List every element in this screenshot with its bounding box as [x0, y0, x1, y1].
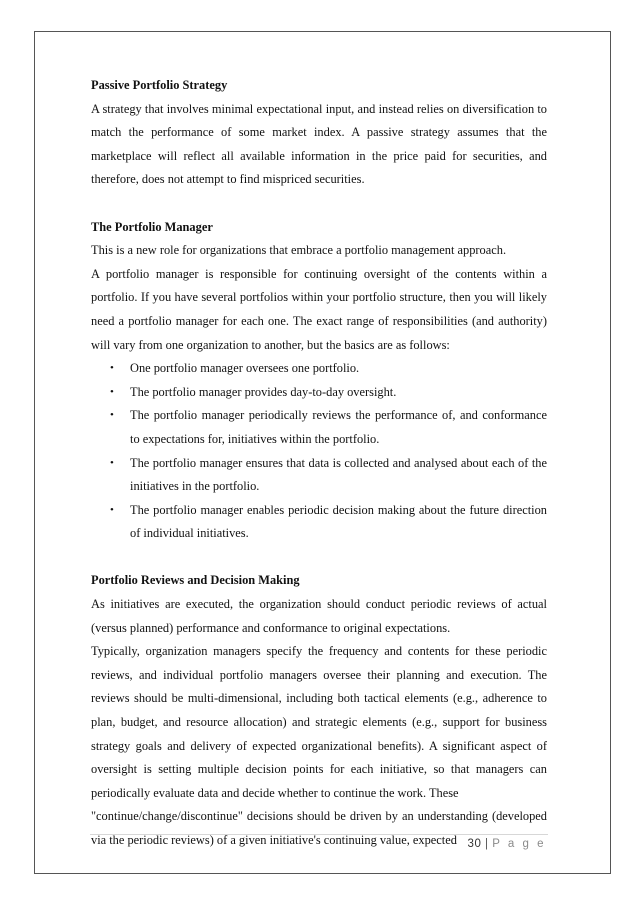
list-item: • The portfolio manager periodically reviews the performance of, and conformance to expectations for, initiatives within the portfolio.: [91, 404, 547, 451]
bullet-icon: •: [110, 409, 114, 422]
footer-separator: |: [485, 838, 489, 850]
page-label: P a g e: [492, 838, 546, 850]
list-item: • One portfolio manager oversees one portfolio.: [91, 357, 547, 381]
list-item: • The portfolio manager enables periodic decision making about the future direction of individual initiatives.: [91, 499, 547, 546]
list-item: • The portfolio manager provides day-to-day oversight.: [91, 381, 547, 405]
footer-divider: [90, 834, 548, 835]
page-content: [91, 74, 547, 853]
reviews-paragraph-1: As initiatives are executed, the organization should conduct periodic reviews of actual (versus planned) performance and conformance to original expectations.: [91, 597, 547, 635]
reviews-paragraph-2: Typically, organization managers specify the frequency and contents for these periodic reviews, and individual portfolio managers oversee their planning and execution. The reviews should be multi-dimensional, including both tactical elements (e.g., adherence to plan, budget, and resource allocation) and strategic elements (e.g., support for business strategy goals and delivery of expected organizational benefits). A significant aspect of oversight is setting multiple decision points for each initiative, so that managers can periodically evaluate data and decide whether to continue the work. These: [91, 644, 547, 800]
page-number: 30: [467, 838, 482, 850]
bullet-icon: •: [110, 362, 114, 375]
section-heading-portfolio-reviews: Portfolio Reviews and Decision Making: [91, 573, 300, 588]
portfolio-manager-intro: This is a new role for organizations that embrace a portfolio management approach.: [91, 243, 507, 258]
list-item: • The portfolio manager ensures that data is collected and analysed about each of the initiatives in the portfolio.: [91, 452, 547, 499]
responsibilities-list: [91, 357, 547, 546]
page-footer: [300, 838, 546, 850]
reviews-paragraph-3: "continue/change/discontinue" decisions should be driven by an understanding (developed via the periodic reviews) of a given initiative's continuing value, expected: [91, 809, 547, 847]
bullet-icon: •: [110, 385, 114, 398]
bullet-icon: •: [110, 456, 114, 469]
bullet-icon: •: [110, 503, 114, 516]
passive-strategy-paragraph: A strategy that involves minimal expectational input, and instead relies on diversification to match the performance of some market index. A passive strategy assumes that the marketplace will reflect all available information in the price paid for securities, and therefore, does not attempt to find mispriced securities.: [91, 101, 547, 187]
section-heading-portfolio-manager: The Portfolio Manager: [91, 219, 213, 234]
section-heading-passive-strategy: Passive Portfolio Strategy: [91, 78, 228, 92]
portfolio-manager-paragraph: A portfolio manager is responsible for continuing oversight of the contents within a portfolio. If you have several portfolios within your portfolio structure, then you will likely need a portfolio manager for each one. The exact range of responsibilities (and authority) will vary from one organization to another, but the basics are as follows:: [91, 266, 547, 352]
